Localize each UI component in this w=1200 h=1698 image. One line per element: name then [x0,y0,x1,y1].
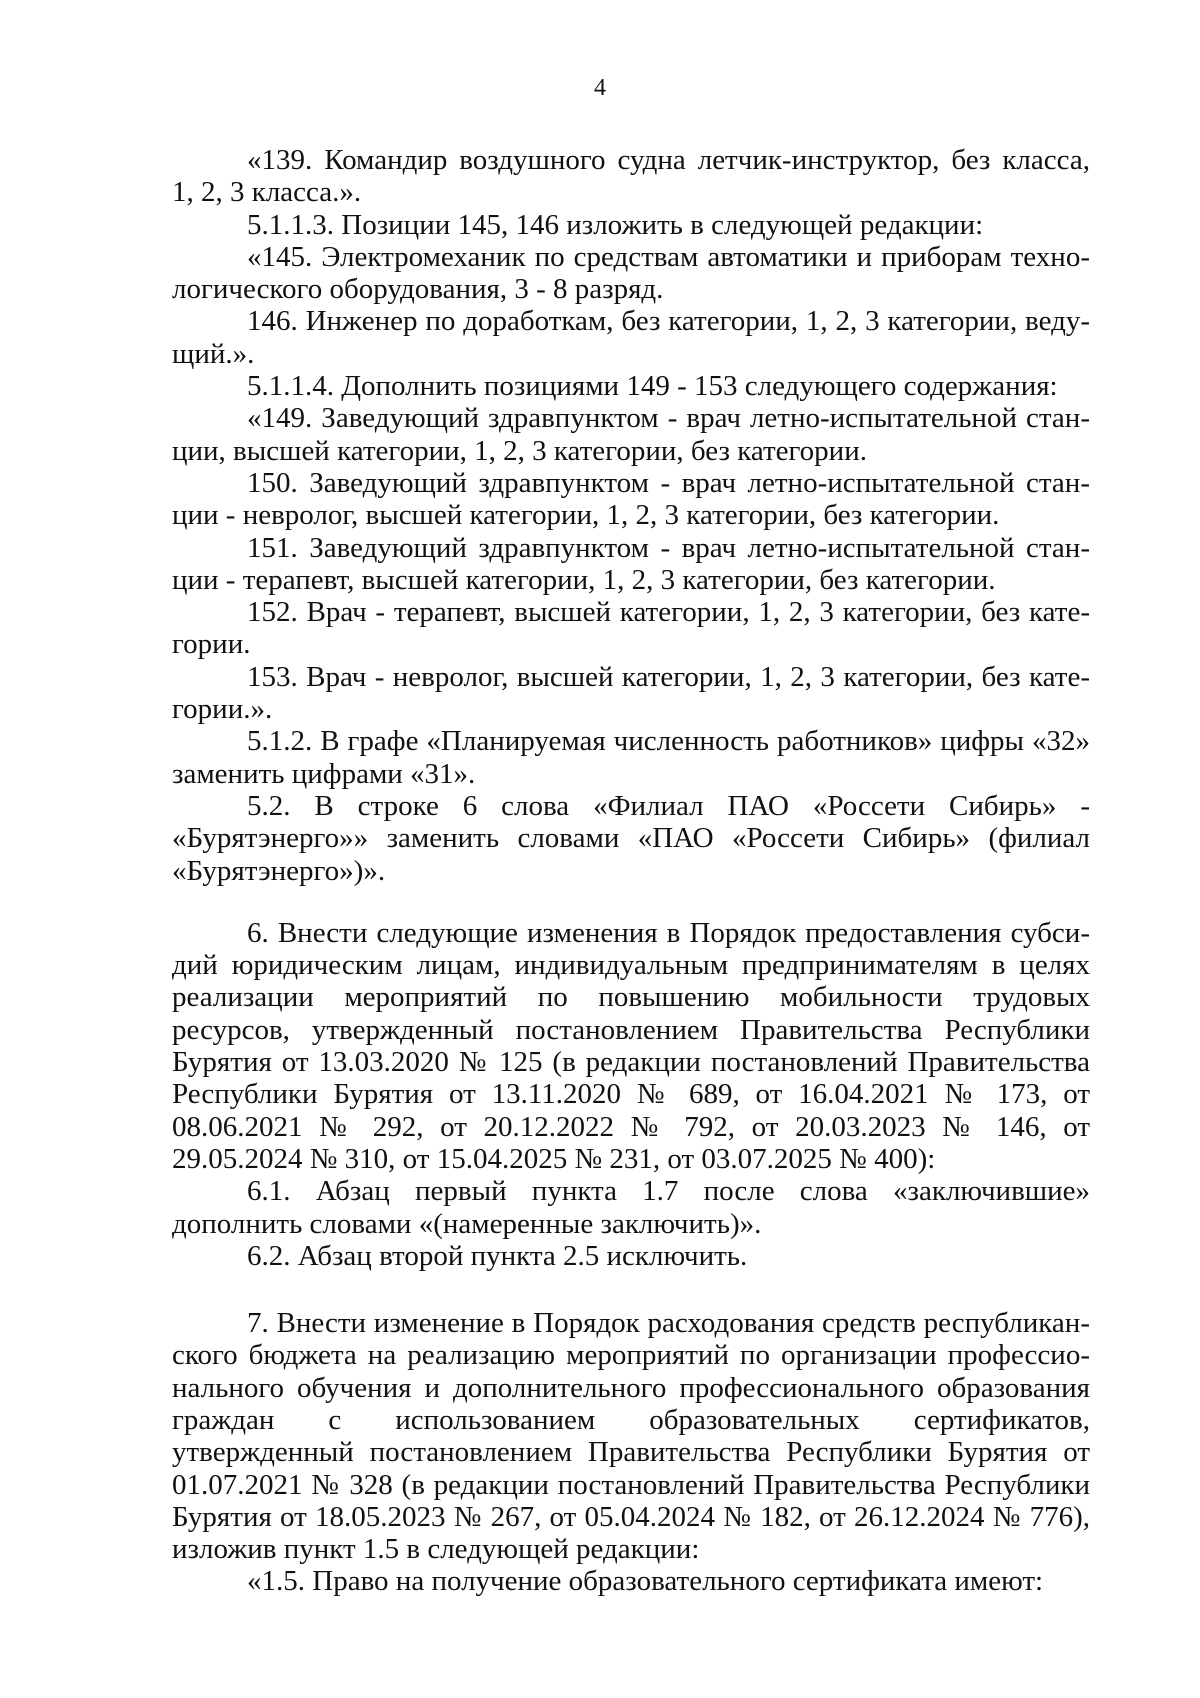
page-number: 4 [594,75,606,101]
paragraph-item-146: 146. Инженер по доработкам, без категории, 1, 2, 3 категории, ведущий.». [172,305,1090,370]
paragraph-5-2: 5.2. В строке 6 слова «Филиал ПАО «Россети Сибирь» - «Бурятэнерго»» заменить словами «ПАО «Россети Сибирь» (филиал «Бурятэнерго»)». [172,789,1090,887]
paragraph-section-7: 7. Внести изменение в Порядок расходования средств республиканского бюджета на реализацию мероприятий по организации профессионального обучения и дополнительного профессионального образования граждан с использованием образовательных сертификатов, утвержденный постановлением Правительства Республики Бурятия от 01.07.2021 № 328 (в редакции постановлений Правительства Республики Бурятия от 18.05.2023 № 267, от 05.04.2024 № 182, от 26.12.2024 № 776), изложив пункт 1.5 в следующей редакции: [172,1307,1090,1566]
document-body [172,144,1090,1598]
paragraph-item-151: 151. Заведующий здравпунктом - врач летно-испытательной станции - терапевт, высшей категории, 1, 2, 3 категории, без категории. [172,531,1090,596]
paragraph-item-1-5: «1.5. Право на получение образовательного сертификата имеют: [247,1565,1044,1598]
paragraph-6-1: 6.1. Абзац первый пункта 1.7 после слова «заключившие» дополнить словами «(намеренные заключить)». [172,1175,1090,1240]
paragraph-item-152: 152. Врач - терапевт, высшей категории, 1, 2, 3 категории, без категории. [172,596,1090,661]
paragraph-item-153: 153. Врач - невролог, высшей категории, 1, 2, 3 категории, без категории.». [172,660,1090,726]
paragraph-item-139: «139. Командир воздушного судна летчик-инструктор, без класса, 1, 2, 3 класса.». [172,144,1090,209]
paragraph-5-1-1-3: 5.1.1.3. Позиции 145, 146 изложить в следующей редакции: [247,208,984,241]
paragraph-5-1-2: 5.1.2. В графе «Планируемая численность работников» цифры «32» заменить цифрами «31». [172,725,1090,790]
paragraph-item-149: «149. Заведующий здравпунктом - врач летно-испытательной станции, высшей категории, 1, 2, 3 категории, без категории. [172,402,1090,467]
paragraph-item-145: «145. Электромеханик по средствам автоматики и приборам технологического оборудования, 3 - 8 разряд. [172,240,1090,306]
paragraph-5-1-1-4: 5.1.1.4. Дополнить позициями 149 - 153 следующего содержания: [247,370,1058,403]
paragraph-section-6: 6. Внести следующие изменения в Порядок предоставления субсидий юридическим лицам, индивидуальным предпринимателям в целях реализации мероприятий по повышению мобильности трудовых ресурсов, утвержденный постановлением Правительства Республики Бурятия от 13.03.2020 № 125 (в редакции постановлений Правительства Республики Бурятия от 13.11.2020 № 689, от 16.04.2021 № 173, от 08.06.2021 № 292, от 20.12.2022 № 792, от 20.03.2023 № 146, от 29.05.2024 № 310, от 15.04.2025 № 231, от 03.07.2025 № 400): [172,916,1090,1175]
paragraph-item-150: 150. Заведующий здравпунктом - врач летно-испытательной станции - невролог, высшей категории, 1, 2, 3 категории, без категории. [172,466,1090,532]
paragraph-6-2: 6.2. Абзац второй пункта 2.5 исключить. [247,1239,748,1272]
